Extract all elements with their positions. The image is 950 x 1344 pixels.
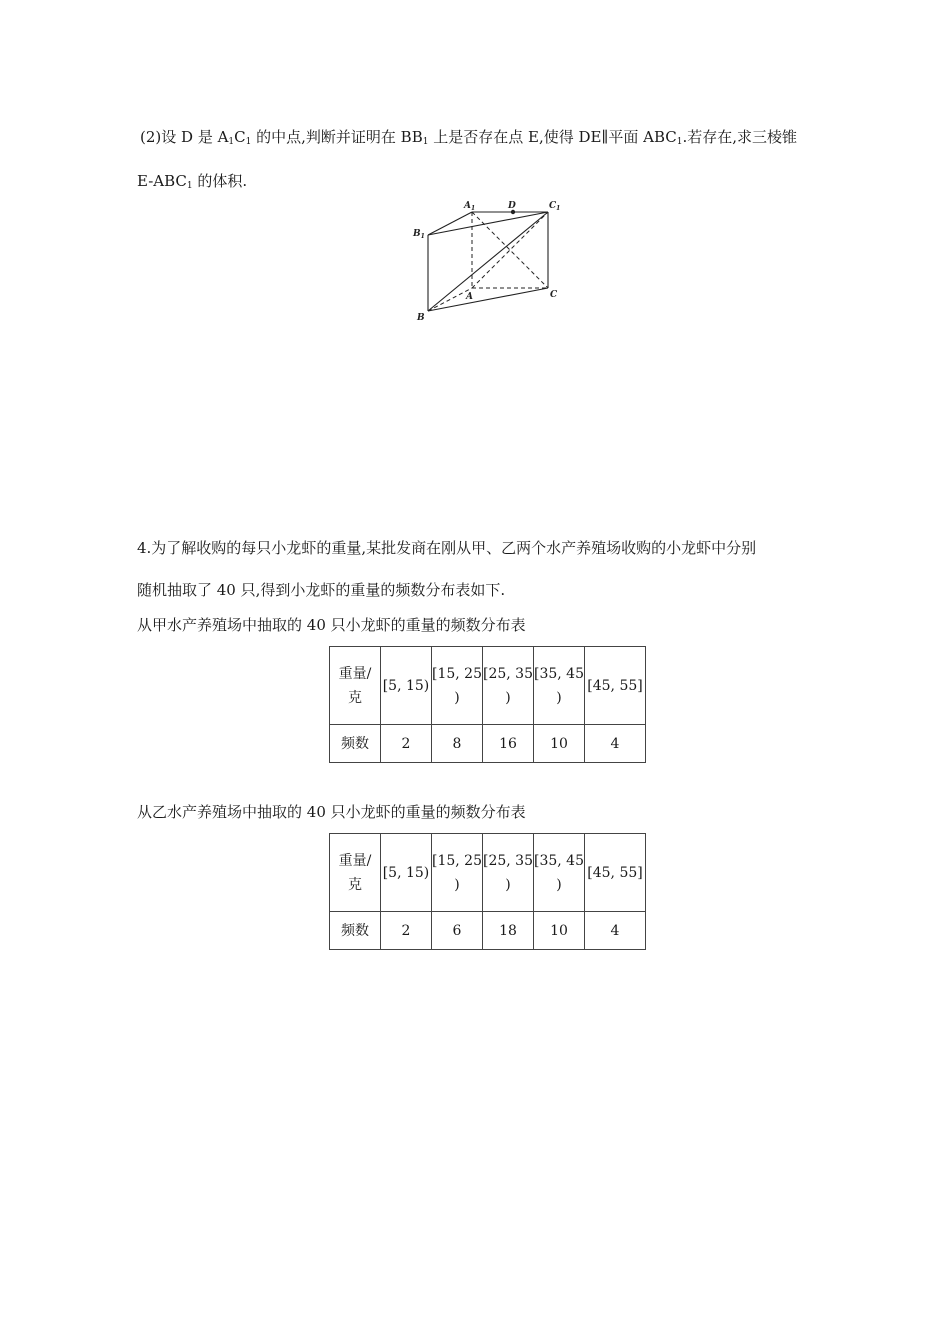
header-label: 重量/ — [338, 852, 372, 869]
interval-text: [25, 35 — [483, 665, 533, 682]
interval-cell — [432, 647, 483, 725]
count-cell: 2 — [381, 725, 432, 763]
count-cell: 16 — [483, 725, 534, 763]
interval-cell — [381, 647, 432, 725]
q2-line-1 — [140, 127, 797, 152]
interval-cell — [483, 647, 534, 725]
interval-text: ) — [556, 689, 562, 706]
label-D: D — [508, 201, 516, 211]
interval-cell — [381, 834, 432, 912]
interval-text: [35, 45 — [534, 665, 584, 682]
interval-text: ) — [556, 876, 562, 893]
interval-text: ) — [505, 689, 511, 706]
header-label: 克 — [348, 689, 362, 706]
interval-text: ) — [454, 876, 460, 893]
prism-figure — [410, 198, 570, 326]
interval-text: ) — [505, 876, 511, 893]
label-C1: $C_1$ — [549, 201, 561, 212]
interval-text: ) — [454, 689, 460, 706]
subscript: 1 — [228, 137, 235, 147]
interval-cell — [585, 834, 646, 912]
frequency-table-yi — [329, 833, 646, 950]
interval-text: [25, 35 — [483, 852, 533, 869]
interval-text: [5, 15) — [382, 864, 430, 881]
table-row — [330, 834, 646, 912]
interval-cell — [534, 647, 585, 725]
count-cell: 4 — [585, 912, 646, 950]
q2-text: 的体积. — [192, 172, 248, 190]
interval-text: [15, 25 — [432, 852, 482, 869]
table1-caption: 从甲水产养殖场中抽取的 40 只小龙虾的重量的频数分布表 — [137, 616, 526, 634]
count-cell: 18 — [483, 912, 534, 950]
subscript: 1 — [245, 137, 252, 147]
label-B1: $B_1$ — [413, 229, 425, 240]
table-row — [330, 912, 646, 950]
q4-line-2: 随机抽取了 40 只,得到小龙虾的重量的频数分布表如下. — [137, 581, 506, 599]
interval-cell — [585, 647, 646, 725]
count-cell: 4 — [585, 725, 646, 763]
frequency-table-jia — [329, 646, 646, 763]
subscript: 1 — [676, 137, 683, 147]
interval-text: [35, 45 — [534, 852, 584, 869]
subscript: 1 — [422, 137, 429, 147]
row-label: 频数 — [330, 725, 381, 763]
interval-cell — [534, 834, 585, 912]
q2-part-label: (2) — [140, 128, 162, 146]
label-B: B — [417, 313, 425, 323]
interval-text: [45, 55] — [587, 864, 643, 881]
count-cell: 10 — [534, 725, 585, 763]
edge-BC1 — [428, 212, 548, 311]
label-C: C — [550, 290, 558, 300]
count-cell: 6 — [432, 912, 483, 950]
q2-text: C — [234, 128, 246, 146]
count-cell: 2 — [381, 912, 432, 950]
header-cell — [330, 834, 381, 912]
table-row — [330, 725, 646, 763]
q4-line-1: 4.为了解收购的每只小龙虾的重量,某批发商在刚从甲、乙两个水产养殖场收购的小龙虾中分别 — [137, 539, 757, 557]
q2-text: E-ABC — [137, 172, 187, 190]
q2-text: 上是否存在点 E,使得 DE∥平面 ABC — [428, 128, 677, 146]
edge-BC — [428, 288, 548, 311]
edge-B1A1 — [428, 212, 472, 235]
count-cell: 10 — [534, 912, 585, 950]
q2-text: 的中点,判断并证明在 BB — [251, 128, 423, 146]
row-label: 频数 — [330, 912, 381, 950]
subscript: 1 — [186, 181, 193, 191]
interval-cell — [432, 834, 483, 912]
interval-text: [15, 25 — [432, 665, 482, 682]
q2-line-2 — [137, 171, 247, 196]
interval-text: [5, 15) — [382, 677, 430, 694]
header-label: 重量/ — [338, 665, 372, 682]
label-A1: $A_1$ — [464, 201, 476, 212]
prism-diagram — [410, 198, 570, 326]
header-label: 克 — [348, 876, 362, 893]
q2-text: 设 D 是 A — [161, 128, 229, 146]
edge-B1C1 — [428, 212, 548, 235]
label-A: A — [466, 292, 473, 302]
header-cell — [330, 647, 381, 725]
q2-text: .若存在,求三棱锥 — [682, 128, 798, 146]
interval-cell — [483, 834, 534, 912]
table-row — [330, 647, 646, 725]
interval-text: [45, 55] — [587, 677, 643, 694]
count-cell: 8 — [432, 725, 483, 763]
table2-caption: 从乙水产养殖场中抽取的 40 只小龙虾的重量的频数分布表 — [137, 803, 526, 821]
